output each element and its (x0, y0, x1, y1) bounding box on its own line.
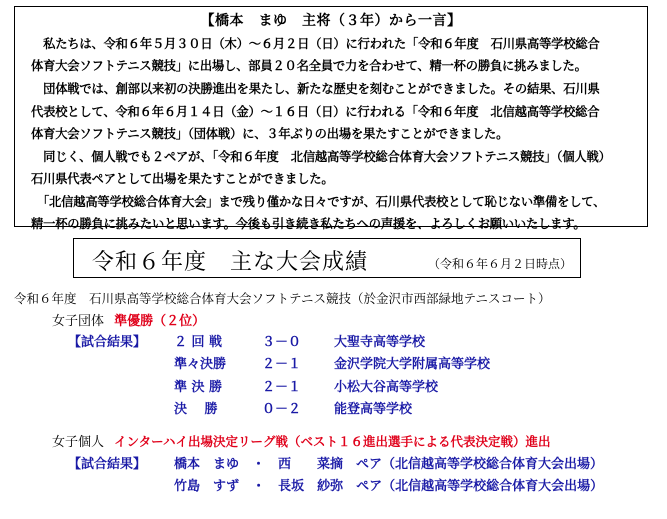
individual-event-row (52, 431, 551, 450)
message-line: 「北信越高等学校総合体育大会」まで残り僅かな日々ですが、石川県代表校として恥じない準備をして、 (31, 195, 606, 209)
match-opponent: 大聖寺高等学校 (334, 335, 426, 350)
message-line: 石川県代表ペアとして出場を果たすことができました。 (31, 172, 334, 186)
match-score: ０－２ (262, 402, 302, 417)
captain-message-box (14, 6, 648, 231)
message-line: 体育大会ソフトテニス競技」（団体戦）に、３年ぶりの出場を果たすことができました。 (31, 127, 509, 141)
message-title: 【橋本 まゆ 主将（３年）から一言】 (200, 13, 462, 29)
results-title-box (73, 238, 581, 278)
message-line: 精一杯の勝負に挑みたいと思います。今後も引き続き私たちへの声援を、よろしくお願いいたします。 (31, 217, 586, 231)
match-round: 準々決勝 (174, 357, 227, 372)
section-title: 令和６年度 主な大会成績 (92, 250, 369, 275)
match-round: 準 決 勝 (174, 380, 223, 395)
as-of-date: （令和６年６月２日時点） (427, 257, 572, 271)
message-line: 団体戦では、創部以来初の決勝進出を果たし、新たな歴史を刻むことができました。その結果、石川県 (31, 82, 600, 96)
pair-entry: 竹島 すず ・ 長坂 紗弥 ペア（北信越高等学校総合体育大会出場） (174, 479, 604, 494)
individual-placement: インターハイ出場決定リーグ戦（ベスト１６進出選手による代表決定戦）進出 (114, 434, 551, 449)
match-round: 決 勝 (174, 402, 218, 417)
pair-entry: 橋本 まゆ ・ 西 菜摘 ペア（北信越高等学校総合体育大会出場） (174, 457, 604, 472)
match-opponent: 金沢学院大学附属高等学校 (334, 357, 491, 372)
tournament-name: 令和６年度 石川県高等学校総合体育大会ソフトテニス競技（於金沢市西部緑地テニスコート） (14, 291, 551, 306)
message-line: 同じく、個人戦でも２ペアが、「令和６年度 北信越高等学校総合体育大会ソフトテニス競技」（個人戦） (31, 150, 611, 164)
match-round: ２ 回 戦 (174, 335, 223, 350)
team-label: 女子団体 (52, 314, 105, 329)
match-score: ２－１ (262, 380, 302, 395)
results-label: 【試合結果】 (68, 457, 147, 472)
team-placement: 準優勝（２位） (114, 314, 206, 329)
individual-label: 女子個人 (52, 435, 105, 450)
team-event-row (52, 310, 205, 329)
results-label: 【試合結果】 (68, 335, 147, 350)
message-line: 体育大会ソフトテニス競技」に出場し、部員２０名全員で力を合わせて、精一杯の勝負に挑みました。 (31, 59, 587, 73)
message-line: 代表校として、令和６年６月１４日（金）～１６日（日）に行われる「令和６年度 北信越高等学校総合 (31, 105, 600, 119)
match-opponent: 小松大谷高等学校 (334, 380, 439, 395)
match-score: ３－０ (262, 335, 302, 350)
match-opponent: 能登高等学校 (334, 402, 413, 417)
match-score: ２－１ (262, 357, 302, 372)
message-line: 私たちは、令和６年５月３０日（木）～６月２日（日）に行われた「令和６年度 石川県高等学校総合 (31, 37, 600, 51)
